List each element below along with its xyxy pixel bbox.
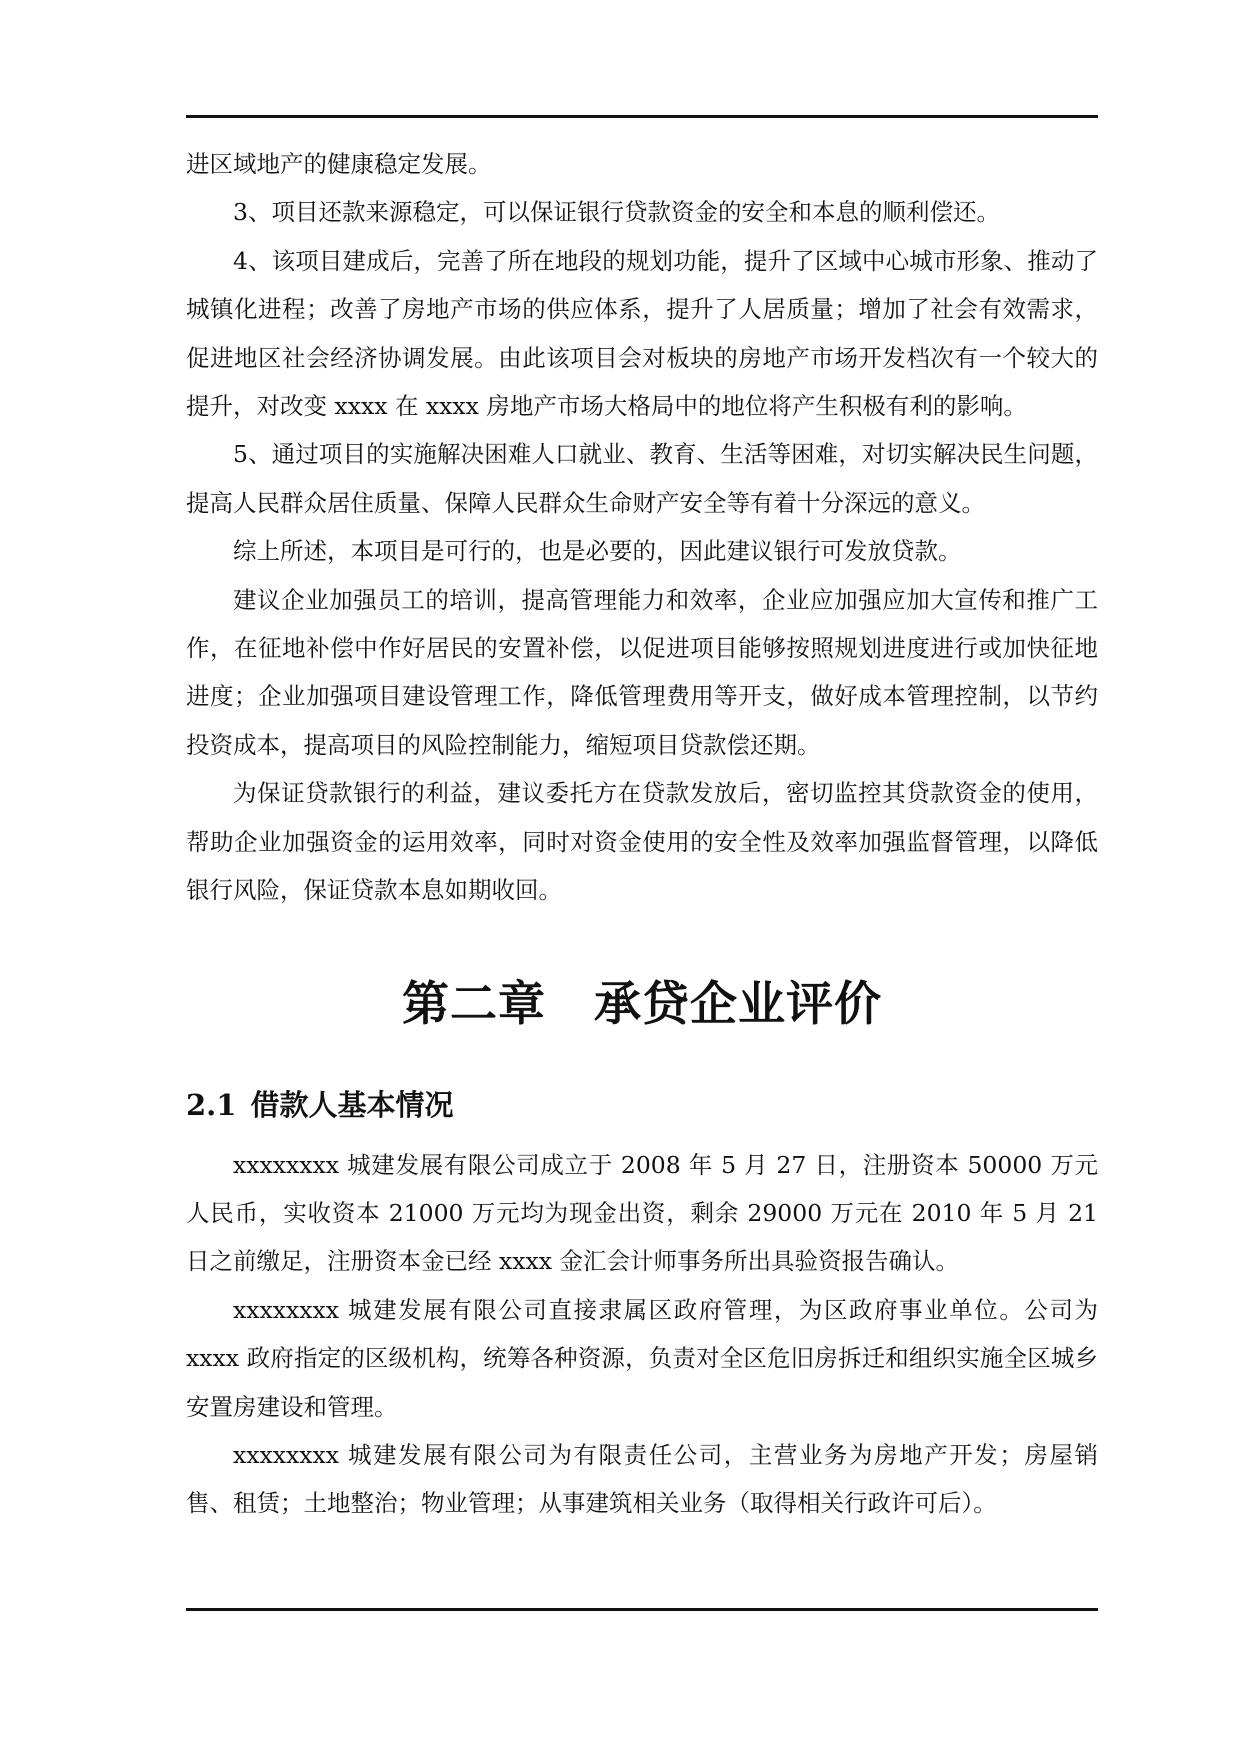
paragraph: xxxxxxxx 城建发展有限公司成立于 2008 年 5 月 27 日，注册资本 50000 万元人民币，实收资本 21000 万元均为现金出资，剩余 29000 万元在 2010 年 5 月 21 日之前缴足，注册资本金已经 xxxx 金汇会计师事务所出具验资报告确认。: [186, 1150, 1098, 1276]
paragraph: 综上所述，本项目是可行的，也是必要的，因此建议银行可发放贷款。: [233, 537, 962, 566]
paragraph: 建议企业加强员工的培训，提高管理能力和效率，企业应加强应加大宣传和推广工作，在征地补偿中作好居民的安置补偿，以促进项目能够按照规划进度进行或加快征地进度；企业加强项目建设管理工作，降低管理费用等开支，做好成本管理控制，以节约投资成本，提高项目的风险控制能力，缩短项目贷款偿还期。: [186, 585, 1098, 759]
footer-rule: [186, 1608, 1098, 1611]
paragraph: 为保证贷款银行的利益，建议委托方在贷款发放后，密切监控其贷款资金的使用，帮助企业加强资金的运用效率，同时对资金使用的安全性及效率加强监督管理，以降低银行风险，保证贷款本息如期收回。: [186, 779, 1098, 905]
paragraph: 4、该项目建成后，完善了所在地段的规划功能，提升了区域中心城市形象、推动了城镇化进程；改善了房地产市场的供应体系，提升了人居质量；增加了社会有效需求，促进地区社会经济协调发展。由此该项目会对板块的房地产市场开发档次有一个较大的提升，对改变 xxxx 在 xxxx 房地产市场大格局中的地位将产生积极有利的影响。: [186, 246, 1098, 421]
header-rule: [186, 115, 1098, 118]
section-title: 借款人基本情况: [250, 1087, 454, 1122]
page-body: [186, 140, 1098, 1528]
paragraph: xxxxxxxx 城建发展有限公司为有限责任公司，主营业务为房地产开发；房屋销售、租赁；土地整治；物业管理；从事建筑相关业务（取得相关行政许可后）。: [186, 1440, 1098, 1518]
section-heading: [186, 1077, 1098, 1133]
section-number: 2.1: [186, 1087, 237, 1122]
paragraph: 5、通过项目的实施解决困难人口就业、教育、生活等困难，对切实解决民生问题，提高人民群众居住质量、保障人民群众生命财产安全等有着十分深远的意义。: [186, 440, 1098, 517]
paragraph: 进区域地产的健康稳定发展。: [186, 150, 492, 178]
paragraph: xxxxxxxx 城建发展有限公司直接隶属区政府管理，为区政府事业单位。公司为 xxxx 政府指定的区级机构，统筹各种资源，负责对全区危旧房拆迁和组织实施全区城乡安置房建设和管理。: [186, 1295, 1098, 1421]
paragraph: 3、项目还款来源稳定，可以保证银行贷款资金的安全和本息的顺利偿还。: [233, 198, 1000, 227]
chapter-title: 第二章 承贷企业评价: [402, 976, 882, 1032]
